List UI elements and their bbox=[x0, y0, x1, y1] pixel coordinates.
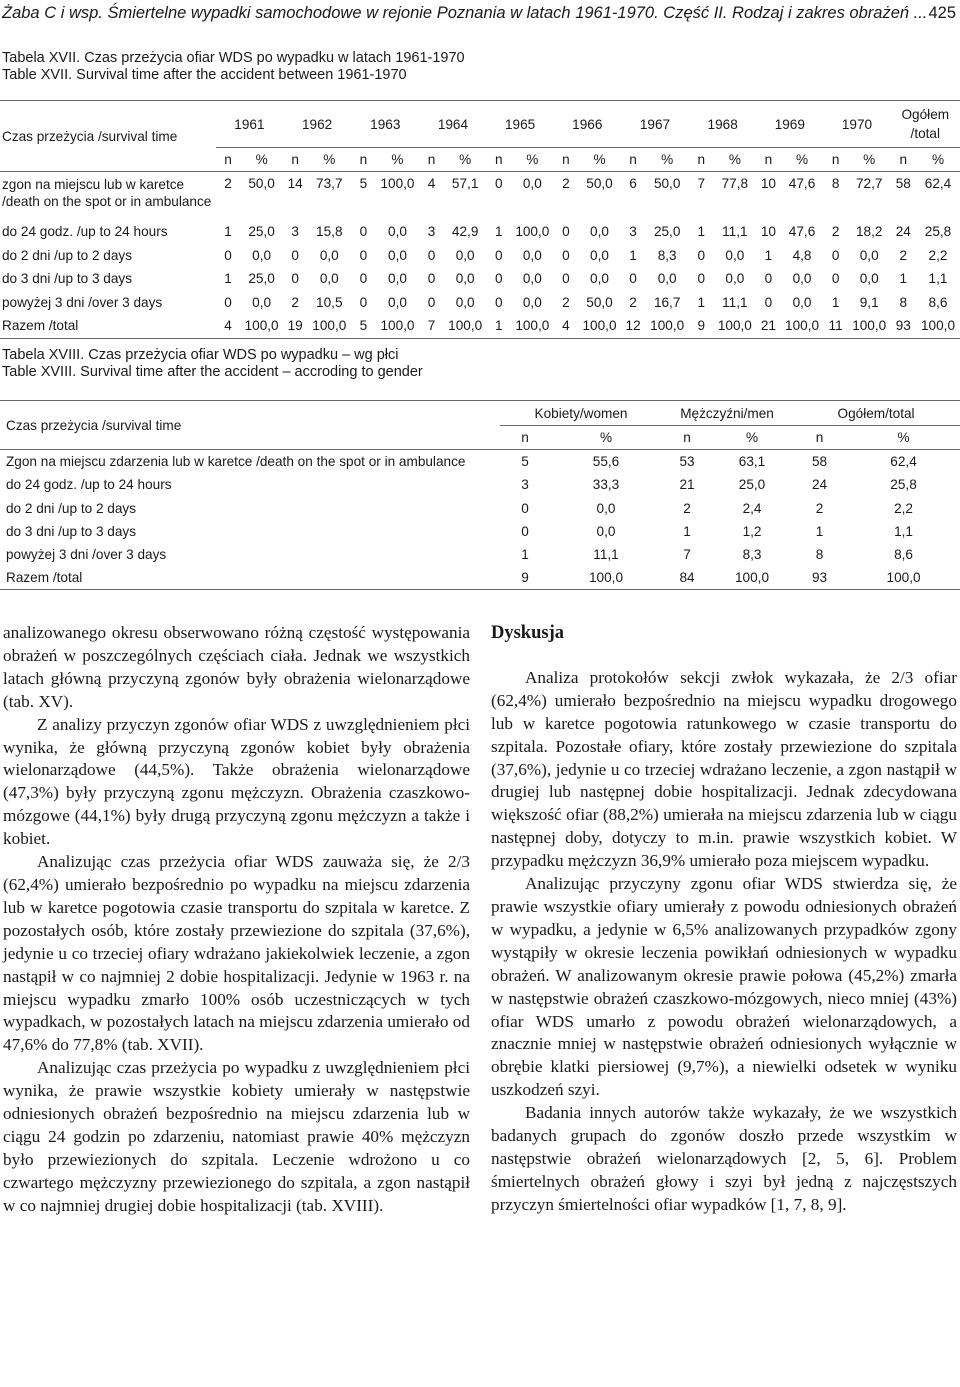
table-cell: 2 bbox=[291, 294, 299, 310]
row-label-line: /death on the spot or in ambulance bbox=[2, 194, 212, 209]
table-cell: 0 bbox=[224, 294, 232, 310]
table-cell: 4,8 bbox=[792, 247, 812, 263]
table-row bbox=[0, 450, 960, 474]
table-cell: 1 bbox=[831, 294, 840, 310]
table-cell: 2 bbox=[562, 294, 570, 310]
page-number: 425 bbox=[928, 4, 956, 22]
table17-header-row bbox=[0, 101, 960, 148]
table-cell: 8,3 bbox=[657, 247, 677, 263]
table-cell: 33,3 bbox=[592, 477, 620, 493]
n-header: n bbox=[823, 148, 847, 172]
table-cell: 0,0 bbox=[388, 247, 407, 263]
table-cell: 5 bbox=[521, 454, 529, 470]
table-cell: 21 bbox=[756, 314, 780, 338]
table-cell: 100,0 bbox=[847, 566, 960, 590]
table-cell: 0 bbox=[521, 523, 529, 539]
table-row bbox=[0, 291, 960, 315]
row-label bbox=[0, 291, 216, 315]
table-row bbox=[0, 543, 960, 566]
table-cell: 0,0 bbox=[522, 271, 542, 287]
year-header: 1965 bbox=[487, 101, 554, 148]
table-cell: 5 bbox=[351, 314, 375, 338]
table-cell: 0 bbox=[562, 224, 570, 240]
table-cell: 0 bbox=[224, 247, 232, 263]
table-cell: 8,3 bbox=[742, 547, 762, 563]
n-header: n bbox=[621, 148, 645, 172]
table-cell: 0 bbox=[562, 271, 570, 287]
table18-caption-pl: Tabela XVIII. Czas przeżycia ofiar WDS po wypadku – wg płci bbox=[2, 347, 399, 363]
table-cell: 0,0 bbox=[388, 271, 407, 287]
table-cell: 8 bbox=[815, 547, 824, 563]
paragraph: Z analizy przyczyn zgonów ofiar WDS z uwzględnieniem płci wynika, że główną przyczyną zgonów kobiet były obrażenia wielonarządowe (44,5%). Także obrażenia wielonarządowe (47,3%) były przyczyną zgonu mężczyzn. Obrażenia czaszkowo-mózgowe (44,1%) były drugą przyczyną zgonu mężczyzn a także i kobiet. bbox=[3, 714, 470, 849]
table-cell: 73,7 bbox=[316, 176, 343, 191]
percent-header: % bbox=[847, 426, 960, 450]
percent-header: % bbox=[376, 148, 420, 172]
table-cell: 1 bbox=[683, 523, 691, 539]
table-cell: 11,1 bbox=[722, 294, 748, 310]
table-cell: 2 bbox=[815, 500, 824, 516]
table-cell: 0,0 bbox=[388, 294, 407, 310]
table-cell: 2 bbox=[562, 176, 570, 191]
table-cell: 25,0 bbox=[738, 477, 766, 493]
body-right-column bbox=[491, 622, 957, 1217]
table-cell: 62,4 bbox=[924, 176, 952, 191]
table-cell: 1 bbox=[224, 271, 232, 287]
table-cell: 2 bbox=[629, 294, 637, 310]
table-cell: 0,0 bbox=[725, 247, 745, 263]
table-cell: 0 bbox=[427, 247, 436, 263]
table-row bbox=[0, 520, 960, 543]
total-header-line2: /total bbox=[910, 126, 941, 141]
table-cell: 9 bbox=[500, 566, 550, 590]
table-cell: 50,0 bbox=[248, 176, 275, 191]
table-cell: 1,2 bbox=[742, 523, 762, 539]
table-cell: 19 bbox=[283, 314, 307, 338]
table-cell: 100,0 bbox=[916, 314, 960, 338]
table17-row-header: Czas przeżycia /survival time bbox=[0, 101, 216, 172]
table-cell: 0 bbox=[562, 247, 570, 263]
table-cell: 21 bbox=[679, 477, 695, 493]
table-cell: 0 bbox=[764, 271, 773, 287]
table-cell: 0,0 bbox=[522, 247, 542, 263]
table-cell: 0,0 bbox=[859, 247, 879, 263]
row-label: Razem /total bbox=[0, 566, 500, 590]
table-cell: 2,2 bbox=[894, 500, 913, 516]
table-cell: 0 bbox=[697, 271, 706, 287]
table-cell: 3 bbox=[291, 224, 299, 240]
percent-header: % bbox=[645, 148, 689, 172]
table-cell: 8,6 bbox=[894, 547, 913, 563]
table-cell: 0 bbox=[427, 294, 436, 310]
table-cell: 100,0 bbox=[511, 314, 554, 338]
table-cell: 0 bbox=[494, 176, 503, 191]
n-header: n bbox=[419, 148, 443, 172]
table-cell: 14 bbox=[287, 176, 303, 191]
year-header: 1969 bbox=[756, 101, 823, 148]
row-label-line: do 2 dni /up to 2 days bbox=[2, 247, 132, 263]
n-header: n bbox=[283, 148, 307, 172]
n-header: n bbox=[554, 148, 578, 172]
year-header: 1963 bbox=[351, 101, 419, 148]
table-cell: 50,0 bbox=[586, 176, 613, 191]
paragraph: analizowanego okresu obserwowano różną częstość występowania obrażeń w poszczególnych częściach ciała. Jednak we wszystkich latach główną przyczyną zgonów były obrażenia wielonarządowe (tab. XV). bbox=[3, 623, 470, 711]
table18-row-header: Czas przeżycia /survival time bbox=[0, 401, 500, 450]
table-cell: 77,8 bbox=[721, 176, 749, 191]
n-header: n bbox=[216, 148, 240, 172]
table-cell: 0,0 bbox=[657, 271, 677, 287]
table-cell: 0,0 bbox=[522, 294, 542, 310]
row-label: do 2 dni /up to 2 days bbox=[6, 500, 136, 516]
year-header: 1967 bbox=[621, 101, 689, 148]
table-cell: 0,0 bbox=[792, 271, 812, 287]
table-row bbox=[0, 497, 960, 520]
table-cell: 55,6 bbox=[592, 454, 620, 470]
table-cell: 100,0 bbox=[515, 224, 550, 240]
table-row bbox=[0, 172, 960, 221]
table-cell: 100,0 bbox=[578, 314, 621, 338]
row-label-line: zgon na miejscu lub w karetce bbox=[2, 177, 185, 192]
table17 bbox=[0, 100, 960, 339]
body-left-column bbox=[3, 622, 470, 1218]
table-cell: 93 bbox=[891, 314, 916, 338]
percent-header: % bbox=[511, 148, 554, 172]
table18-caption-en: Table XVIII. Survival time after the accident – accroding to gender bbox=[2, 364, 423, 380]
percent-header: % bbox=[848, 148, 891, 172]
table-cell: 2,4 bbox=[742, 500, 762, 516]
table-cell: 100,0 bbox=[550, 566, 662, 590]
year-header: 1964 bbox=[419, 101, 486, 148]
group-header-men: Mężczyźni/men bbox=[662, 401, 792, 426]
table-cell: 100,0 bbox=[444, 314, 487, 338]
table-cell: 4 bbox=[216, 314, 240, 338]
table-cell: 25,0 bbox=[653, 224, 681, 240]
table-cell: 10 bbox=[760, 176, 776, 191]
table-cell: 84 bbox=[662, 566, 712, 590]
year-header: 1966 bbox=[554, 101, 621, 148]
table18-header-row bbox=[0, 401, 960, 426]
table17-caption-en: Table XVII. Survival time after the accident between 1961-1970 bbox=[2, 67, 407, 83]
table-cell: 24 bbox=[811, 477, 828, 493]
percent-header: % bbox=[781, 148, 824, 172]
table-cell: 4 bbox=[554, 314, 578, 338]
table-cell: 100,0 bbox=[848, 314, 891, 338]
table-cell: 1 bbox=[815, 523, 824, 539]
table-cell: 100,0 bbox=[376, 314, 420, 338]
row-label bbox=[0, 314, 216, 338]
table-cell: 0,0 bbox=[252, 294, 272, 310]
table-cell: 12 bbox=[621, 314, 645, 338]
table-cell: 100,0 bbox=[380, 176, 415, 191]
table-cell: 0 bbox=[291, 271, 299, 287]
table-cell: 8 bbox=[831, 176, 840, 191]
table-cell: 0 bbox=[359, 271, 368, 287]
table17-caption bbox=[2, 50, 465, 84]
table-cell: 2 bbox=[831, 224, 840, 240]
table-cell: 0 bbox=[521, 500, 529, 516]
table-cell: 0,0 bbox=[455, 247, 475, 263]
table-cell: 2 bbox=[899, 247, 908, 263]
table-cell: 57,1 bbox=[451, 176, 479, 191]
n-header: n bbox=[487, 148, 511, 172]
table-cell: 53 bbox=[679, 454, 695, 470]
table-cell: 0,0 bbox=[455, 271, 475, 287]
group-header-total: Ogółem/total bbox=[792, 401, 960, 426]
n-header: n bbox=[792, 426, 847, 450]
table-cell: 1 bbox=[899, 271, 908, 287]
row-label: do 3 dni /up to 3 days bbox=[6, 523, 136, 539]
table-cell: 1 bbox=[521, 547, 529, 563]
row-label bbox=[0, 172, 216, 221]
table-cell: 0 bbox=[764, 294, 773, 310]
table-cell: 2 bbox=[683, 500, 691, 516]
table-cell: 11 bbox=[823, 314, 847, 338]
table-cell: 10,5 bbox=[316, 294, 343, 310]
table-cell: 0 bbox=[359, 294, 368, 310]
year-header: 1962 bbox=[283, 101, 351, 148]
table-cell: 9 bbox=[689, 314, 713, 338]
year-header: 1970 bbox=[823, 101, 890, 148]
table-cell: 8 bbox=[899, 294, 908, 310]
table-cell: 0,0 bbox=[859, 271, 879, 287]
table-cell: 1 bbox=[494, 224, 503, 240]
n-header: n bbox=[351, 148, 375, 172]
paragraph: Badania innych autorów także wykazały, że we wszystkich badanych grupach do zgonów doszło przede wszystkim w następstwie obrażeń wielonarządowych [2, 5, 6]. Problem śmiertelnych obrażeń głowy i szyi był jedną z najczęstszych przyczyn śmiertelności ofiar wypadków [1, 7, 8, 9]. bbox=[491, 1103, 957, 1214]
table-cell: 0,0 bbox=[455, 294, 475, 310]
table-cell: 1,1 bbox=[928, 271, 948, 287]
table-cell: 0,0 bbox=[522, 176, 542, 191]
total-header-line1: Ogółem bbox=[901, 107, 950, 122]
table18 bbox=[0, 400, 960, 590]
n-header: n bbox=[500, 426, 550, 450]
table-cell: 3 bbox=[521, 477, 529, 493]
table-cell: 25,8 bbox=[924, 224, 952, 240]
table-cell: 3 bbox=[629, 224, 637, 240]
table-cell: 100,0 bbox=[713, 314, 756, 338]
table-cell: 1 bbox=[224, 224, 232, 240]
percent-header: % bbox=[550, 426, 662, 450]
table-cell: 0 bbox=[494, 294, 503, 310]
table-cell: 9,1 bbox=[859, 294, 879, 310]
table18-caption bbox=[2, 347, 423, 381]
table-cell: 1 bbox=[764, 247, 773, 263]
table-cell: 24 bbox=[895, 224, 911, 240]
table-cell: 0 bbox=[831, 271, 840, 287]
table-cell: 2,2 bbox=[928, 247, 948, 263]
row-label-line: powyżej 3 dni /over 3 days bbox=[2, 294, 163, 310]
table-cell: 0 bbox=[359, 247, 368, 263]
table-row bbox=[0, 473, 960, 496]
table-cell: 0 bbox=[697, 247, 706, 263]
table-cell: 25,8 bbox=[890, 477, 917, 493]
total-header bbox=[891, 101, 960, 148]
table-cell: 100,0 bbox=[307, 314, 351, 338]
table17-caption-pl: Tabela XVII. Czas przeżycia ofiar WDS po wypadku w latach 1961-1970 bbox=[2, 50, 465, 66]
table-cell: 50,0 bbox=[653, 176, 681, 191]
table-cell: 1,1 bbox=[894, 523, 913, 539]
row-label: powyżej 3 dni /over 3 days bbox=[6, 547, 167, 563]
percent-header: % bbox=[712, 426, 792, 450]
table-cell: 100,0 bbox=[645, 314, 689, 338]
table-cell: 3 bbox=[427, 224, 436, 240]
table-row bbox=[0, 244, 960, 268]
table-cell: 1 bbox=[697, 224, 706, 240]
paragraph: Analizując czas przeżycia po wypadku z uwzględnieniem płci wynika, że prawie wszystkie kobiety umierały w następstwie odniesionych obrażeń bezpośrednio na miejscu zdarzenia lub w ciągu 24 godzin po zdarzeniu, natomiast prawie 40% mężczyzn było przewiezionych do szpitala. Leczenie wdrożono u co czwartego mężczyzny przewiezionego do szpitala, a zgon nastąpił w co najmniej drugiej dobie hospitalizacji (tab. XVIII). bbox=[3, 1058, 470, 1215]
table-cell: 2 bbox=[224, 176, 232, 191]
table-cell: 0,0 bbox=[725, 271, 745, 287]
table-cell: 10 bbox=[760, 224, 776, 240]
section-heading: Dyskusja bbox=[491, 623, 564, 643]
table-cell: 1 bbox=[629, 247, 637, 263]
table-cell: 62,4 bbox=[890, 454, 917, 470]
table-cell: 1 bbox=[697, 294, 706, 310]
table-cell: 0,0 bbox=[596, 500, 616, 516]
row-label: do 24 godz. /up to 24 hours bbox=[6, 477, 172, 493]
n-header: n bbox=[756, 148, 780, 172]
table-cell: 1 bbox=[487, 314, 511, 338]
row-label: Zgon na miejscu zdarzenia lub w karetce /death on the spot or in ambulance bbox=[6, 454, 466, 470]
table-cell: 47,6 bbox=[788, 176, 816, 191]
table-cell: 4 bbox=[427, 176, 436, 191]
group-header-women: Kobiety/women bbox=[500, 401, 662, 426]
table-cell: 63,1 bbox=[738, 454, 766, 470]
paragraph: Analiza protokołów sekcji zwłok wykazała, że 2/3 ofiar (62,4%) umierało bezpośrednio na miejscu wypadku drogowego lub w karetce pogotowia ratunkowego w czasie transportu do szpitala. Pozostałe ofiary, które zostały przewiezione do szpitala (37,6%), jedynie u co trzeciej wdrażano leczenie, a zgon nastąpił w drugiej lub następnej dobie hospitalizacji. Jednak zdecydowana większość ofiar (88,2%) umierała na miejscu zdarzenia lub w ciągu następnej doby, dotyczy to m.in. prawie wszystkich kobiet. W przypadku mężczyzn 36,9% umierało poza miejscem wypadku. bbox=[491, 667, 957, 871]
table-cell: 0,0 bbox=[596, 523, 616, 539]
percent-header: % bbox=[916, 148, 960, 172]
table-cell: 47,6 bbox=[788, 224, 816, 240]
table-cell: 100,0 bbox=[240, 314, 283, 338]
n-header: n bbox=[689, 148, 713, 172]
table-cell: 0,0 bbox=[590, 247, 609, 263]
table-cell: 0 bbox=[831, 247, 840, 263]
table-cell: 100,0 bbox=[712, 566, 792, 590]
table-cell: 5 bbox=[359, 176, 368, 191]
table-cell: 0 bbox=[494, 247, 503, 263]
year-header: 1961 bbox=[216, 101, 283, 148]
table-cell: 0,0 bbox=[792, 294, 812, 310]
table-cell: 7 bbox=[697, 176, 706, 191]
table-row bbox=[0, 566, 960, 590]
percent-header: % bbox=[578, 148, 621, 172]
row-label-line: do 24 godz. /up to 24 hours bbox=[2, 224, 168, 240]
table-cell: 58 bbox=[895, 176, 911, 191]
row-label bbox=[0, 267, 216, 291]
year-header: 1968 bbox=[689, 101, 756, 148]
table-cell: 0 bbox=[629, 271, 637, 287]
row-label bbox=[0, 220, 216, 244]
table-cell: 50,0 bbox=[586, 294, 613, 310]
paragraph: Analizując przyczyny zgonu ofiar WDS stwierdza się, że prawie wszystkie ofiary umierały z powodu odniesionych obrażeń w wypadku, a jedynie w 6,5% analizowanych przypadków zgony wystąpiły w okresie leczenia powikłań odniesionych w wypadku obrażeń. W analizowanym okresie prawie połowa (45,2%) zmarła w następstwie obrażeń czaszkowo-mózgowych, nieco mniej (43%) ofiar WDS umarło z powodu obrażeń wielonarządowych, a znacznie mniej w następstwie obrażeń odniesionych wyłącznie w obrębie klatki piersiowej (9,7%), a niewielki odsetek w wyniku uszkodzeń szyi. bbox=[491, 874, 957, 1100]
table-cell: 0,0 bbox=[252, 247, 272, 263]
table-row bbox=[0, 267, 960, 291]
running-title: Żaba C i wsp. Śmiertelne wypadki samochodowe w rejonie Poznania w latach 1961-1970. Część II. Rodzaj i zakres obrażeń ... bbox=[2, 4, 928, 22]
table-cell: 25,0 bbox=[248, 271, 275, 287]
percent-header: % bbox=[240, 148, 283, 172]
percent-header: % bbox=[713, 148, 756, 172]
table-cell: 58 bbox=[811, 454, 828, 470]
table-cell: 16,7 bbox=[653, 294, 681, 310]
table-cell: 0 bbox=[291, 247, 299, 263]
table-cell: 0,0 bbox=[590, 271, 609, 287]
table-cell: 42,9 bbox=[451, 224, 479, 240]
table-cell: 0,0 bbox=[319, 271, 339, 287]
table-cell: 93 bbox=[792, 566, 847, 590]
table-cell: 100,0 bbox=[781, 314, 824, 338]
table-cell: 15,8 bbox=[316, 224, 343, 240]
table-cell: 0,0 bbox=[319, 247, 339, 263]
row-label-line: Razem /total bbox=[2, 318, 79, 334]
table-cell: 18,2 bbox=[855, 224, 883, 240]
row-label bbox=[0, 244, 216, 268]
table-cell: 0 bbox=[359, 224, 368, 240]
table-cell: 11,1 bbox=[593, 547, 619, 563]
table-cell: 0,0 bbox=[590, 224, 609, 240]
table-cell: 7 bbox=[683, 547, 691, 563]
n-header: n bbox=[662, 426, 712, 450]
n-header: n bbox=[891, 148, 916, 172]
paragraph: Analizując czas przeżycia ofiar WDS zauważa się, że 2/3 (62,4%) umierało bezpośrednio po wypadku na miejscu zdarzenia lub w karetce pogotowia czasie transportu do szpitala w karetce. Z pozostałych osób, które zostały przewiezione do szpitala (37,6%), jedynie u co trzeciej ofiary wdrażano jakiekolwiek leczenie, a zgon nastąpił w co najmniej 2 dobie hospitalizacji. Jedynie w 1963 r. na miejscu wypadku zmarło 100% osób uczestniczących w tych wypadkach, w pozostałych latach na miejscu zdarzenia umierało od 47,6% do 77,8% (tab. XVII). bbox=[3, 852, 470, 1055]
table-cell: 7 bbox=[419, 314, 443, 338]
table-cell: 0 bbox=[494, 271, 503, 287]
percent-header: % bbox=[307, 148, 351, 172]
table-cell: 0,0 bbox=[388, 224, 407, 240]
table-cell: 25,0 bbox=[248, 224, 275, 240]
table-cell: 0 bbox=[427, 271, 436, 287]
percent-header: % bbox=[444, 148, 487, 172]
table-cell: 11,1 bbox=[722, 224, 748, 240]
table-cell: 6 bbox=[629, 176, 637, 191]
table-row bbox=[0, 314, 960, 338]
table-cell: 72,7 bbox=[855, 176, 883, 191]
table-row bbox=[0, 220, 960, 244]
row-label-line: do 3 dni /up to 3 days bbox=[2, 271, 132, 287]
table-cell: 8,6 bbox=[928, 294, 948, 310]
